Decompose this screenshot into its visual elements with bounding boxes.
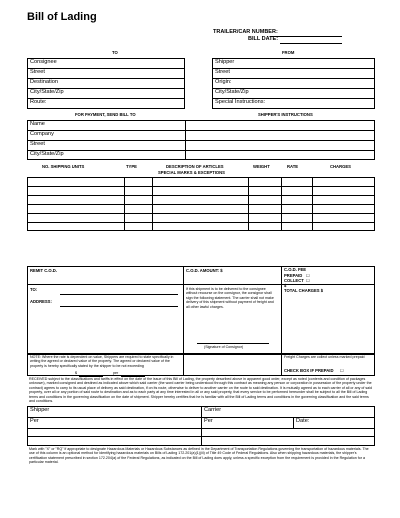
remit-cod: REMIT C.O.D. [30, 268, 57, 273]
cod-address-line[interactable] [60, 306, 178, 307]
to-consignee[interactable]: Consignee [30, 59, 57, 65]
address-label: ADDRESS: [30, 299, 52, 304]
cod-collect: COLLECT [284, 278, 304, 283]
cod-collect-checkbox[interactable]: ☐ [306, 278, 310, 283]
cod-amount: C.O.D. AMOUNT: $ [186, 268, 223, 273]
cod-to-line[interactable] [60, 294, 178, 295]
from-header: FROM [282, 50, 295, 55]
check-box-prepaid: CHECK BOX IF PREPAID [284, 368, 334, 373]
col-rate: RATE [287, 164, 299, 169]
col-charges: CHARGES [330, 164, 351, 169]
cod-prepaid-checkbox[interactable]: ☐ [306, 273, 310, 278]
payment-name[interactable]: Name [30, 121, 45, 127]
from-special-instructions[interactable]: Special Instructions: [215, 99, 266, 105]
to-header: TO [112, 50, 118, 55]
consignor-statement: If this shipment is to be delivered to the consignee without recourse on the consignor, the consignor shall sign the following statement. The carrier shall not make delivery of this shipment without payment of freight and all other lawful charges. [186, 287, 274, 309]
col-type: TYPE [126, 164, 137, 169]
note-dollar: $ [75, 371, 77, 375]
signature-line[interactable] [197, 343, 269, 344]
carrier-sign[interactable]: Carrier [204, 407, 222, 413]
prepaid-checkbox[interactable]: ☐ [340, 368, 344, 373]
to-city[interactable]: City/State/Zip [30, 89, 64, 95]
payment-street[interactable]: Street [30, 141, 45, 147]
cod-dollar: $ [284, 283, 287, 288]
bill-date-line[interactable] [280, 43, 342, 44]
col-weight: WEIGHT [253, 164, 270, 169]
col-description-sub: SPECIAL MARKS & EXCEPTIONS [158, 170, 225, 175]
bill-date-label: BILL DATE: [248, 36, 279, 42]
from-origin[interactable]: Origin: [215, 79, 232, 85]
payment-header: FOR PAYMENT, SEND BILL TO [75, 112, 136, 117]
cod-fee: C.O.D. FEE [284, 267, 307, 272]
trailer-line[interactable] [270, 36, 342, 37]
from-shipper[interactable]: Shipper [215, 59, 235, 65]
from-street[interactable]: Street [215, 69, 230, 75]
date-sign[interactable]: Date: [296, 418, 310, 424]
payment-city[interactable]: City/State/Zip [30, 151, 64, 157]
to-label: TO: [30, 287, 38, 292]
to-destination[interactable]: Destination [30, 79, 58, 85]
cod-prepaid: PREPAID [284, 273, 303, 278]
col-no-units: NO. SHIPPING UNITS [42, 164, 85, 169]
shipper-instructions-header: SHIPPER'S INSTRUCTIONS [258, 112, 313, 117]
trailer-label: TRAILER/CAR NUMBER: [213, 29, 278, 35]
shipper-sign[interactable]: Shipper [30, 407, 50, 413]
freight-note: Freight Charges are collect unless marked prepaid [284, 355, 365, 359]
to-route[interactable]: Route: [30, 99, 47, 105]
shipper-per[interactable]: Per [30, 418, 39, 424]
total-charges: TOTAL CHARGES $ [284, 288, 324, 293]
payment-company[interactable]: Company [30, 131, 54, 137]
received-terms: RECEIVED subject to the classifications and tariffs in effect on the date of the issue of this Bill of Lading, the property described above in apparent good order, except as noted (contents and condition of packages unknown), marked consigned and destined as indicated above which said carrier (the word carrier being understood through this contract as meaning any person or corporation in possession of the property under the contract) agrees to carry to its usual place of delivery as said destination, if on its route, otherwise to deliver to another carrier on the route to said destination. It is mutually agreed as to each carrier of all or any of said property, over all or any portion of said route to destination and as to each party at any time interested in all or any said property, that every service to be performed hereunder shall be subject to all the Bill of Lading terms and conditions in the governing classification on the date of shipment. Shipper hereby certifies that he is familiar with all the Bill of Lading terms and conditions in the governing classification and the said terms and conditions. [29, 377, 372, 404]
signature-label: (Signature of Consignor) [204, 345, 244, 349]
note-per: per [113, 371, 119, 375]
hazmat-note: Mark with "X" or "RQ" if appropriate to designate Hazardous Materials or Hazardous Substances as defined in the Department of Transportation Regulations governing the transportation of hazardous materials. The use of this column is an optional method for identifying hazardous materials on Bills of Lading 172.201(a)(1)(iii) of Title 49 Code of Federal Regulations. Also when shipping hazardous materials, the shipper's certification statement prescribed in section 172.204(a) of the Federal Regulations, as indicated on the Bill of Lading does apply, unless a specific exception from the requirement is provided in the Regulation for a particular material. [29, 447, 369, 465]
page-title: Bill of Lading [27, 11, 97, 23]
carrier-per[interactable]: Per [204, 418, 213, 424]
to-street[interactable]: Street [30, 69, 45, 75]
col-description: DESCRIPTION OF ARTICLES [166, 164, 224, 169]
value-note: NOTE: Where the rate is dependent on value, Shippers are required to state specifically in writing the agreed or declared value of the property. The agreed or declared value of the property is hereby specifically stated by the shipper to be not exceeding [30, 355, 174, 368]
from-city[interactable]: City/State/Zip [215, 89, 249, 95]
